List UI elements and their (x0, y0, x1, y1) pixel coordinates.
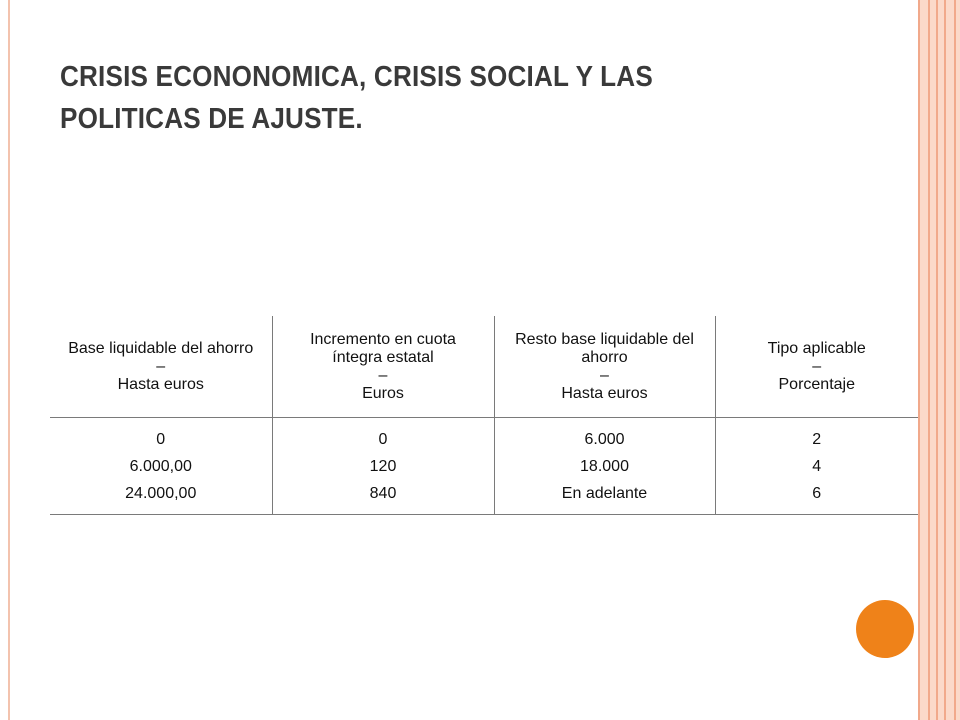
header-line: – (156, 357, 166, 375)
cell-value: 2 (812, 430, 822, 448)
header-line: Hasta euros (117, 375, 204, 393)
header-line: íntegra estatal (332, 348, 434, 366)
header-line: Incremento en cuota (310, 330, 456, 348)
header-line: Porcentaje (778, 375, 855, 393)
table-header-row (50, 316, 918, 418)
cell-value: 840 (369, 484, 397, 502)
tax-rate-table-container (50, 316, 918, 514)
cell-value: 4 (812, 457, 822, 475)
cell-value: En adelante (561, 484, 648, 502)
header-base-liquidable (50, 316, 272, 418)
header-line: – (600, 366, 609, 384)
slide-title (60, 56, 816, 140)
cell-resto-base (494, 418, 715, 515)
header-resto-base (494, 316, 715, 418)
table-row (50, 418, 918, 515)
header-line: Base liquidable del ahorro (68, 339, 254, 357)
frame-stripe (936, 0, 938, 720)
title-line-1: CRISIS ECONONOMICA, CRISIS SOCIAL Y LAS (60, 61, 653, 93)
header-line: – (378, 366, 388, 384)
header-line: Hasta euros (561, 384, 648, 402)
cell-value: 120 (369, 457, 397, 475)
header-line: – (812, 357, 822, 375)
tax-rate-table (50, 316, 918, 515)
cell-value: 24.000,00 (125, 484, 197, 502)
cell-value: 0 (378, 430, 388, 448)
cell-base-liquidable (50, 418, 272, 515)
title-line-2: POLITICAS DE AJUSTE. (60, 103, 363, 135)
cell-value: 0 (156, 430, 166, 448)
cell-value: 6.000 (584, 430, 625, 448)
header-line: Resto base liquidable del (515, 330, 694, 348)
frame-stripe (944, 0, 946, 720)
cell-value: 6.000,00 (129, 457, 192, 475)
cell-value: 18.000 (580, 457, 629, 475)
left-border-decoration (0, 0, 10, 720)
header-line: ahorro (581, 348, 628, 366)
frame-stripe (954, 0, 956, 720)
frame-stripe (918, 0, 920, 720)
header-line: Tipo aplicable (767, 339, 866, 357)
orange-circle-decoration (856, 600, 914, 658)
cell-tipo-aplicable (715, 418, 918, 515)
right-frame-decoration (918, 0, 960, 720)
frame-stripe (928, 0, 930, 720)
header-incremento-cuota (272, 316, 494, 418)
cell-incremento-cuota (272, 418, 494, 515)
header-tipo-aplicable (715, 316, 918, 418)
header-line: Euros (362, 384, 404, 402)
cell-value: 6 (812, 484, 822, 502)
